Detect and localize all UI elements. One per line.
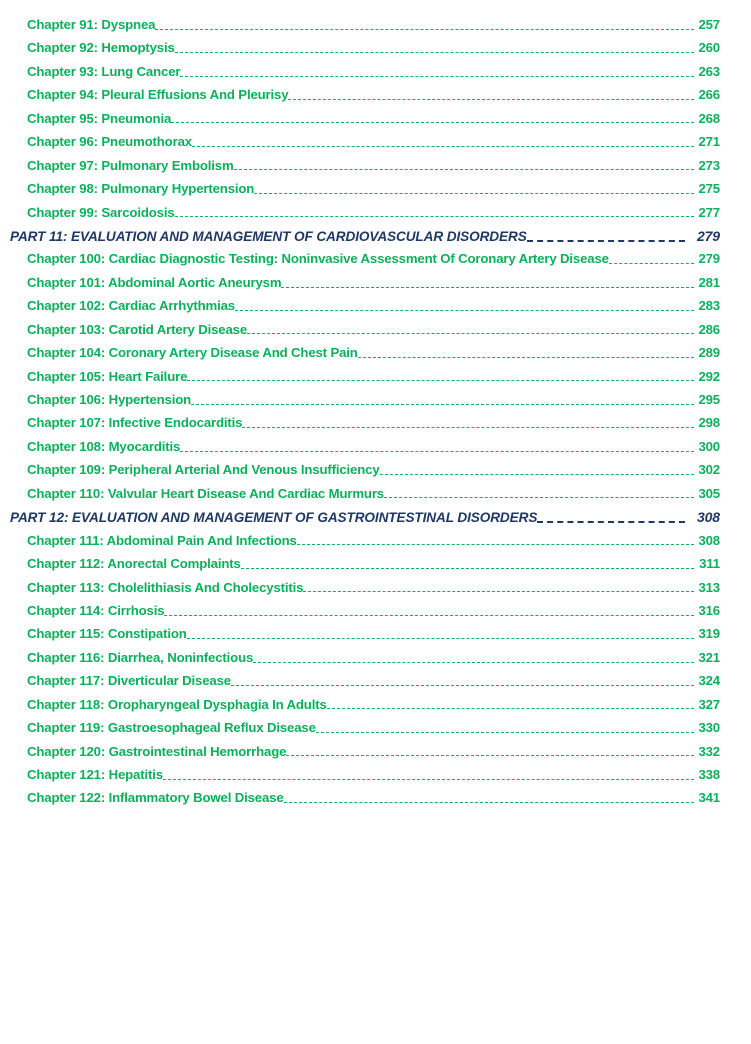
chapter-entry-row[interactable] bbox=[10, 251, 720, 274]
chapter-entry-label: Chapter 97: Pulmonary Embolism bbox=[27, 157, 234, 173]
chapter-page-number: 316 bbox=[698, 602, 720, 618]
dot-leader bbox=[380, 468, 694, 481]
dot-leader bbox=[187, 632, 694, 645]
chapter-entry-label: Chapter 122: Inflammatory Bowel Disease bbox=[27, 790, 284, 806]
dot-leader bbox=[242, 421, 694, 434]
chapter-page-number: 279 bbox=[698, 251, 720, 267]
chapter-entry-row[interactable] bbox=[10, 17, 720, 40]
dot-leader bbox=[155, 22, 694, 35]
chapter-page-number: 300 bbox=[698, 438, 720, 454]
dot-leader bbox=[286, 749, 694, 762]
chapter-entry-label: Chapter 107: Infective Endocarditis bbox=[27, 415, 243, 431]
chapter-entry-label: Chapter 103: Carotid Artery Disease bbox=[27, 321, 247, 337]
dot-leader bbox=[288, 93, 694, 106]
dot-leader bbox=[281, 280, 694, 293]
chapter-entry-row[interactable] bbox=[10, 533, 720, 556]
chapter-entry-row[interactable] bbox=[10, 392, 720, 415]
chapter-page-number: 271 bbox=[698, 134, 720, 150]
chapter-page-number: 338 bbox=[698, 767, 720, 782]
chapter-entry-row[interactable] bbox=[10, 158, 720, 181]
dot-leader bbox=[192, 139, 694, 152]
chapter-entry-label: Chapter 105: Heart Failure bbox=[27, 368, 188, 384]
chapter-entry-label: Chapter 106: Hypertension bbox=[27, 392, 192, 407]
chapter-page-number: 295 bbox=[698, 392, 720, 407]
chapter-page-number: 302 bbox=[698, 462, 720, 478]
chapter-entry-label: Chapter 93: Lung Cancer bbox=[27, 63, 181, 79]
chapter-entry-row[interactable] bbox=[10, 275, 720, 298]
part-page-number: 308 bbox=[696, 509, 720, 526]
chapter-page-number: 263 bbox=[698, 63, 720, 79]
chapter-page-number: 308 bbox=[698, 532, 720, 548]
chapter-page-number: 266 bbox=[698, 87, 720, 103]
chapter-entry-row[interactable] bbox=[10, 369, 720, 392]
dot-leader bbox=[241, 561, 694, 574]
chapter-entry-row[interactable] bbox=[10, 462, 720, 485]
chapter-page-number: 313 bbox=[698, 579, 720, 595]
chapter-entry-label: Chapter 112: Anorectal Complaints bbox=[27, 556, 241, 572]
chapter-page-number: 330 bbox=[698, 720, 720, 736]
part-heading-label: PART 11: EVALUATION AND MANAGEMENT OF CARDIOVASCULAR DISORDERS bbox=[10, 228, 527, 244]
dot-leader bbox=[171, 116, 694, 129]
dot-leader bbox=[384, 491, 694, 504]
part-heading-label: PART 12: EVALUATION AND MANAGEMENT OF GASTROINTESTINAL DISORDERS bbox=[10, 510, 538, 526]
chapter-page-number: 257 bbox=[698, 17, 720, 32]
dot-leader bbox=[303, 585, 694, 598]
chapter-page-number: 332 bbox=[698, 743, 720, 759]
chapter-entry-label: Chapter 120: Gastrointestinal Hemorrhage bbox=[27, 743, 287, 759]
chapter-entry-row[interactable] bbox=[10, 790, 720, 813]
chapter-entry-label: Chapter 108: Myocarditis bbox=[27, 438, 181, 454]
dot-leader bbox=[527, 233, 685, 246]
chapter-entry-label: Chapter 104: Coronary Artery Disease And Chest Pain bbox=[27, 345, 358, 361]
chapter-entry-row[interactable] bbox=[10, 697, 720, 720]
chapter-entry-label: Chapter 119: Gastroesophageal Reflux Disease bbox=[27, 720, 316, 736]
chapter-entry-row[interactable] bbox=[10, 205, 720, 228]
chapter-entry-row[interactable] bbox=[10, 556, 720, 579]
chapter-entry-label: Chapter 100: Cardiac Diagnostic Testing: Noninvasive Assessment Of Coronary Artery Disease bbox=[27, 251, 609, 267]
chapter-page-number: 321 bbox=[698, 649, 720, 665]
chapter-entry-label: Chapter 121: Hepatitis bbox=[27, 767, 163, 782]
chapter-entry-row[interactable] bbox=[10, 744, 720, 767]
chapter-page-number: 286 bbox=[698, 321, 720, 337]
dot-leader bbox=[175, 210, 694, 223]
dot-leader bbox=[254, 186, 694, 199]
chapter-entry-label: Chapter 111: Abdominal Pain And Infections bbox=[27, 532, 297, 548]
dot-leader bbox=[247, 327, 694, 340]
chapter-page-number: 275 bbox=[698, 181, 720, 197]
chapter-page-number: 311 bbox=[699, 556, 720, 572]
chapter-entry-row[interactable] bbox=[10, 322, 720, 345]
dot-leader bbox=[358, 350, 694, 363]
dot-leader bbox=[284, 796, 694, 809]
chapter-entry-row[interactable] bbox=[10, 181, 720, 204]
dot-leader bbox=[191, 397, 694, 410]
dot-leader bbox=[231, 678, 694, 691]
chapter-page-number: 341 bbox=[698, 790, 720, 806]
chapter-entry-row[interactable] bbox=[10, 298, 720, 321]
chapter-entry-row[interactable] bbox=[10, 345, 720, 368]
chapter-page-number: 298 bbox=[698, 415, 720, 431]
chapter-page-number: 277 bbox=[698, 204, 720, 220]
chapter-entry-row[interactable] bbox=[10, 673, 720, 696]
chapter-entry-row[interactable] bbox=[10, 720, 720, 743]
chapter-entry-label: Chapter 117: Diverticular Disease bbox=[27, 673, 231, 689]
chapter-page-number: 327 bbox=[698, 696, 720, 712]
chapter-entry-row[interactable] bbox=[10, 40, 720, 63]
chapter-entry-row[interactable] bbox=[10, 650, 720, 673]
chapter-entry-label: Chapter 115: Constipation bbox=[27, 626, 187, 642]
dot-leader bbox=[235, 303, 694, 316]
chapter-page-number: 283 bbox=[698, 298, 720, 314]
chapter-entry-label: Chapter 94: Pleural Effusions And Pleurisy bbox=[27, 87, 289, 103]
chapter-entry-label: Chapter 113: Cholelithiasis And Cholecystitis bbox=[27, 579, 304, 595]
chapter-entry-row[interactable] bbox=[10, 603, 720, 626]
chapter-page-number: 281 bbox=[698, 274, 720, 290]
chapter-entry-row[interactable] bbox=[10, 486, 720, 509]
dot-leader bbox=[316, 725, 694, 738]
dot-leader bbox=[537, 514, 685, 527]
dot-leader bbox=[163, 772, 694, 785]
part-page-number: 279 bbox=[696, 227, 720, 244]
dot-leader bbox=[297, 538, 694, 551]
chapter-entry-label: Chapter 96: Pneumothorax bbox=[27, 134, 192, 150]
chapter-entry-row[interactable] bbox=[10, 415, 720, 438]
chapter-entry-row[interactable] bbox=[10, 111, 720, 134]
dot-leader bbox=[609, 257, 694, 270]
chapter-page-number: 260 bbox=[698, 40, 720, 56]
chapter-entry-label: Chapter 95: Pneumonia bbox=[27, 110, 172, 126]
chapter-page-number: 319 bbox=[698, 626, 720, 642]
chapter-entry-label: Chapter 98: Pulmonary Hypertension bbox=[27, 181, 255, 197]
chapter-page-number: 292 bbox=[698, 368, 720, 384]
chapter-entry-label: Chapter 110: Valvular Heart Disease And Cardiac Murmurs bbox=[27, 485, 384, 501]
part-heading-row[interactable] bbox=[10, 228, 720, 251]
dot-leader bbox=[164, 608, 694, 621]
chapter-page-number: 305 bbox=[698, 485, 720, 501]
chapter-page-number: 268 bbox=[698, 110, 720, 126]
chapter-entry-row[interactable] bbox=[10, 439, 720, 462]
chapter-entry-label: Chapter 99: Sarcoidosis bbox=[27, 204, 175, 220]
dot-leader bbox=[180, 69, 694, 82]
chapter-entry-label: Chapter 116: Diarrhea, Noninfectious bbox=[27, 649, 254, 665]
chapter-entry-row[interactable] bbox=[10, 87, 720, 110]
part-heading-row[interactable] bbox=[10, 509, 720, 532]
chapter-entry-label: Chapter 118: Oropharyngeal Dysphagia In Adults bbox=[27, 696, 327, 712]
chapter-entry-label: Chapter 101: Abdominal Aortic Aneurysm bbox=[27, 274, 282, 290]
dot-leader bbox=[175, 46, 694, 59]
chapter-entry-label: Chapter 102: Cardiac Arrhythmias bbox=[27, 298, 235, 314]
chapter-entry-label: Chapter 109: Peripheral Arterial And Venous Insufficiency bbox=[27, 462, 380, 478]
chapter-entry-row[interactable] bbox=[10, 580, 720, 603]
dot-leader bbox=[327, 702, 694, 715]
chapter-entry-row[interactable] bbox=[10, 626, 720, 649]
chapter-entry-label: Chapter 114: Cirrhosis bbox=[27, 602, 165, 618]
chapter-page-number: 289 bbox=[698, 345, 720, 361]
chapter-entry-row[interactable] bbox=[10, 64, 720, 87]
chapter-entry-label: Chapter 92: Hemoptysis bbox=[27, 40, 175, 56]
chapter-entry-row[interactable] bbox=[10, 767, 720, 790]
dot-leader bbox=[234, 163, 694, 176]
chapter-page-number: 324 bbox=[698, 673, 720, 689]
dot-leader bbox=[180, 444, 694, 457]
chapter-page-number: 273 bbox=[698, 157, 720, 173]
chapter-entry-label: Chapter 91: Dyspnea bbox=[27, 17, 156, 32]
chapter-entry-row[interactable] bbox=[10, 134, 720, 157]
dot-leader bbox=[253, 655, 694, 668]
dot-leader bbox=[187, 374, 694, 387]
